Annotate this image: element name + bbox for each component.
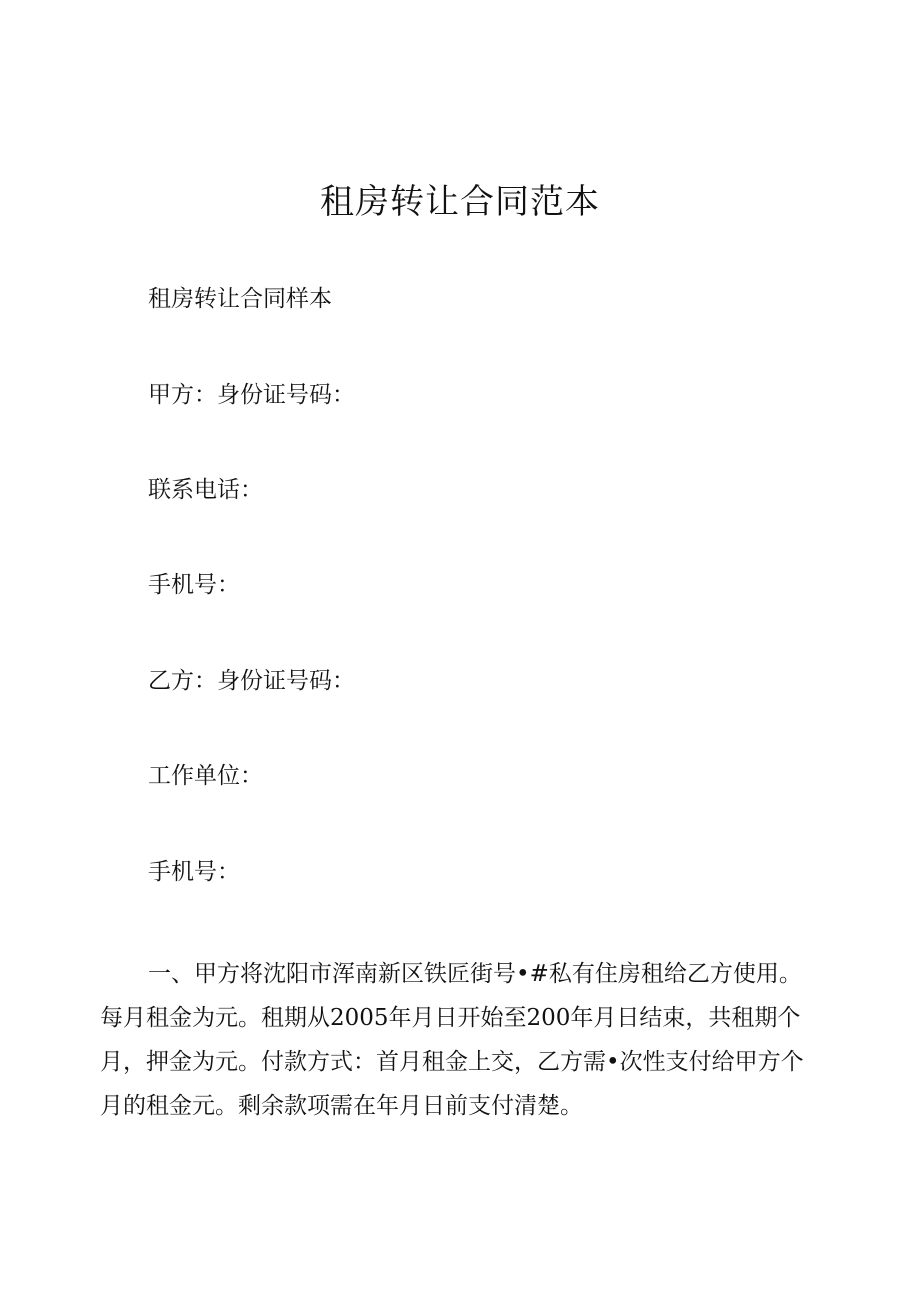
party-b-mobile-field: 手机号： [148, 859, 240, 885]
party-a-id-field: 甲方：身份证号码： [148, 382, 355, 408]
clause-one-line-3: 月，押金为元。付款方式：首月租金上交，乙方需•次性支付给甲方个 [100, 1049, 804, 1075]
party-b-id-field: 乙方：身份证号码： [148, 668, 355, 694]
clause-one-paragraph [100, 952, 812, 1128]
party-a-mobile-field: 手机号： [148, 572, 240, 598]
document-subtitle: 租房转让合同样本 [148, 286, 332, 312]
clause-one-line-2: 每月租金为元。租期从2005年月日开始至200年月日结束，共租期个 [100, 1005, 801, 1031]
document-title: 租房转让合同范本 [320, 182, 600, 222]
phone-field: 联系电话： [148, 477, 263, 503]
clause-one-line-4: 月的租金元。剩余款项需在年月日前支付清楚。 [100, 1093, 583, 1119]
workplace-field: 工作单位： [148, 763, 263, 789]
clause-one-line-1: 一、甲方将沈阳市浑南新区铁匠街号•#私有住房租给乙方使用。 [148, 961, 802, 987]
